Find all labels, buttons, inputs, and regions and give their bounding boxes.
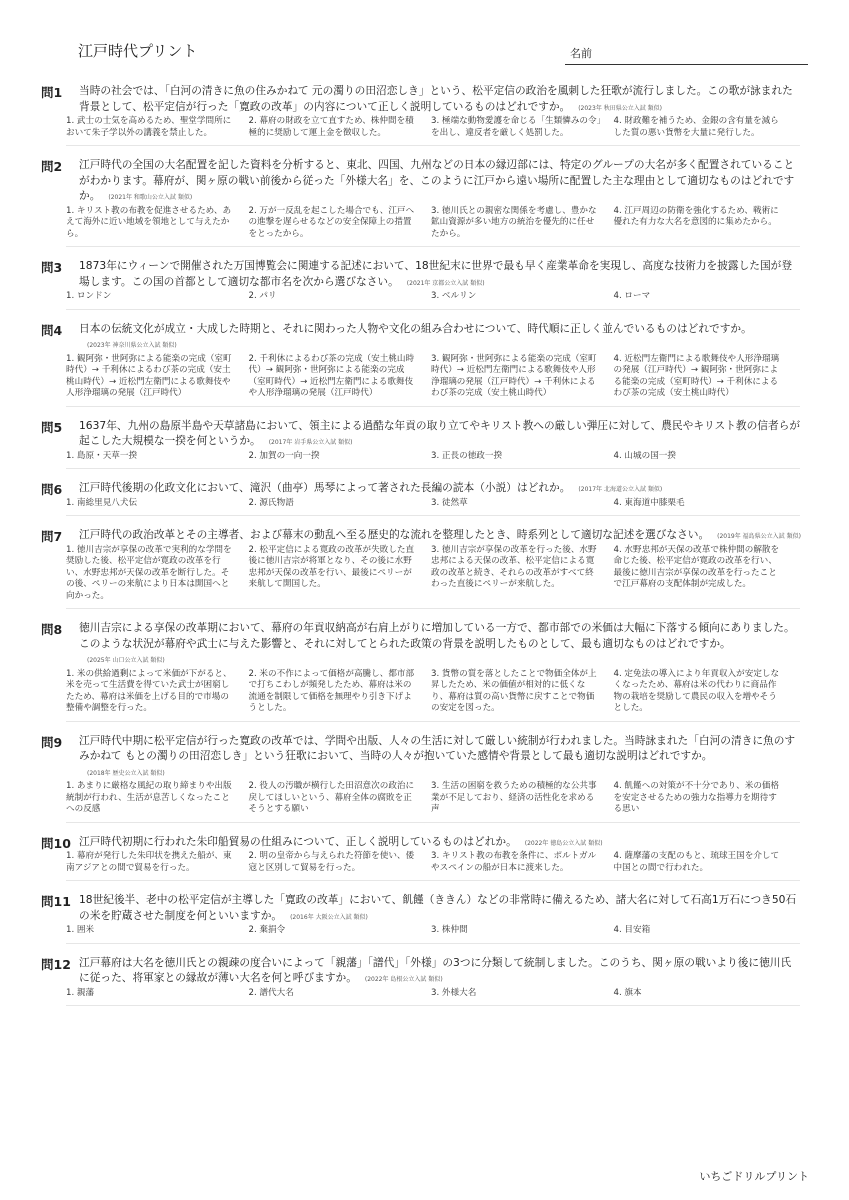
question-block <box>0 522 849 609</box>
answer-choice[interactable]: 3. ベルリン <box>431 291 477 301</box>
answer-choice[interactable]: 2. 棄捐令 <box>248 925 286 935</box>
question-text <box>79 728 801 782</box>
question-divider <box>66 145 800 146</box>
question-body: 江戸時代後期の化政文化において、滝沢（曲亭）馬琴によって著された長編の読本（小説）はどれか。 <box>79 481 571 494</box>
answer-choice[interactable]: 3. 観阿弥・世阿弥による能楽の完成（室町時代）→ 近松門左衛門による歌舞伎や人形浄瑠璃の発展（江戸時代）→ 千利休によるわび茶の完成（安土桃山時代） <box>431 353 597 398</box>
answer-choice[interactable]: 2. 松平定信による寛政の改革が失敗した直後に徳川吉宗が将軍となり、その後に水野忠邦が天保の改革を行い、最後にペリーが来航して開国した。 <box>248 544 415 589</box>
answer-choice[interactable]: 2. 役人の汚職が横行した田沼意次の政治に戻してほしいという、幕府全体の腐敗を正そうとする願い <box>248 781 415 814</box>
question-source: (2021年 和歌山公立入試 類似) <box>108 194 193 201</box>
question-block <box>0 413 849 470</box>
question-divider <box>66 880 800 881</box>
choice-row <box>66 988 796 1000</box>
answer-choice[interactable]: 1. 囲米 <box>66 925 95 935</box>
question-text <box>79 413 801 451</box>
answer-choice[interactable]: 4. 江戸周辺の防衛を強化するため、戦術に優れた有力な大名を意図的に集めたから。 <box>613 205 779 227</box>
question-block <box>0 475 849 516</box>
answer-choice[interactable]: 3. 貨幣の質を落としたことで物価全体が上昇したため、米の価値が相対的に低くなり、幕府は質の高い貨幣に戻すことで物価の安定を図った。 <box>431 668 597 713</box>
question-divider <box>66 309 800 310</box>
question-divider <box>66 406 800 407</box>
answer-choice[interactable]: 4. 定免法の導入により年貢収入が安定しなくなったため、幕府は米の代わりに商品作物の栽培を奨励して農民の収入を増やそうとした。 <box>613 668 780 713</box>
question-source: (2023年 秋田県公立入試 類似) <box>578 104 662 112</box>
answer-choice[interactable]: 3. 徒然草 <box>431 497 468 508</box>
question-text <box>79 152 801 206</box>
answer-choice[interactable]: 4. 水野忠邦が天保の改革で株仲間の解散を命じた後、松平定信が寛政の改革を行い、最後に徳川吉宗が享保の改革を行ったことで江戸幕府の支配体制が完成した。 <box>613 544 780 589</box>
answer-choice[interactable]: 1. キリスト教の布教を促進させるため、あえて海外に近い地域を領地として与えたから。 <box>66 205 232 239</box>
question-body: 江戸時代中期に松平定信が行った寛政の改革では、学問や出版、人々の生活に対して厳しい統制が行われました。当時詠まれた「白河の清きに魚のすみかねて もとの濁りの田沼恋しき」という狂歌において、当時の人々が抱いていた感情や背景として最も適切な説明はどれですか。 <box>79 733 796 762</box>
question-number: 問12 <box>41 956 71 972</box>
question-block <box>0 316 849 407</box>
answer-choice[interactable]: 2. パリ <box>248 291 277 301</box>
answer-choice[interactable]: 3. 正長の徳政一揆 <box>431 450 503 461</box>
answer-choice[interactable]: 4. ローマ <box>613 291 651 301</box>
choice-row <box>66 206 796 241</box>
footer-brand: いちごドリルプリント <box>699 1170 809 1183</box>
question-body: 江戸時代の政治改革とその主導者、および幕末の動乱へ至る歴史的な流れを整理したとき、時系列として適切な記述を選びなさい。 <box>79 528 710 541</box>
answer-choice[interactable]: 2. 加賀の一向一揆 <box>248 450 320 461</box>
question-divider <box>66 822 800 823</box>
answer-choice[interactable]: 1. 徳川吉宗が享保の改革で実利的な学問を奨励した後、松平定信が寛政の改革を行い、水野忠邦が天保の改革を断行した。その後、ペリーの来航により日本は開国へと向かった。 <box>66 544 232 601</box>
question-source: (2017年 北海道公立入試 類似) <box>578 486 663 493</box>
question-text <box>79 950 801 988</box>
question-divider <box>66 468 800 469</box>
question-block <box>0 615 849 722</box>
question-number: 問8 <box>41 622 63 637</box>
question-body: 江戸時代の全国の大名配置を記した資料を分析すると、東北、四国、九州などの日本の縁辺部には、特定のグループの大名が多く配置されていることがわかります。幕府が、関ヶ原の戦い前後から従った「外様大名」を、このように江戸から遠い場所に配置した主な理由として適切なものはどれですか。 <box>79 158 795 202</box>
question-divider <box>66 721 800 722</box>
answer-choice[interactable]: 4. 近松門左衛門による歌舞伎や人形浄瑠璃の発展（江戸時代）→ 観阿弥・世阿弥による能楽の完成（室町時代）→ 千利休によるわび茶の完成（安土桃山時代） <box>613 353 780 398</box>
question-source: (2022年 徳島公立入試 類似) <box>524 839 603 847</box>
answer-choice[interactable]: 4. 旗本 <box>613 987 642 998</box>
answer-choice[interactable]: 2. 米の不作によって価格が高騰し、都市部で打ちこわしが頻発したため、幕府は米の流通を制限して価格を無理やり引き下げようとした。 <box>248 668 415 713</box>
page-title: 江戸時代プリント <box>78 42 198 60</box>
choice-row <box>66 116 796 139</box>
question-body: 江戸幕府は大名を徳川氏との親疎の度合いによって「親藩」「譜代」「外様」の3つに分類して統制しました。このうち、関ヶ原の戦いより後に徳川氏に従った、将軍家との縁故が薄い大名を何と呼びますか。 <box>79 955 792 984</box>
choice-row <box>66 498 796 510</box>
choice-row <box>66 925 796 937</box>
choice-row <box>66 781 796 816</box>
question-text <box>79 475 801 498</box>
question-body: 1873年にウィーンで開催された万国博覧会に関連する記述において、18世紀末に世界で最も早く産業革命を実現し、高度な技術力を披露した国が登場します。この国の首都として適切な都市名を次から選びなさい。 <box>79 259 793 288</box>
answer-choice[interactable]: 2. 明の皇帝から与えられた符節を使い、倭寇と区別して貿易を行った。 <box>248 851 415 873</box>
answer-choice[interactable]: 2. 源氏物語 <box>248 497 294 508</box>
question-body: 18世紀後半、老中の松平定信が主導した「寛政の改革」において、飢饉（ききん）などの非常時に備えるため、諸大名に対して石高1万石につき50石の米を貯蔵させた制度を何といいますか。 <box>79 893 797 922</box>
question-source: (2025年 山口公立入試 類似) <box>87 657 165 664</box>
question-block <box>0 829 849 882</box>
question-number: 問5 <box>41 419 63 435</box>
answer-choice[interactable]: 3. 極端な動物愛護を命じる「生類憐みの令」を出し、違反者を厳しく処罰した。 <box>431 116 601 138</box>
question-body: 江戸時代初期に行われた朱印船貿易の仕組みについて、正しく説明しているものはどれか。 <box>79 834 517 848</box>
answer-choice[interactable]: 1. 親藩 <box>66 987 95 998</box>
question-block <box>0 78 849 146</box>
question-number: 問10 <box>41 835 71 851</box>
choice-row <box>66 851 796 874</box>
question-source: (2023年 神奈川県公立入試 類似) <box>87 342 177 349</box>
answer-choice[interactable]: 1. 南総里見八犬伝 <box>66 497 138 508</box>
question-block <box>0 950 849 1007</box>
question-text <box>79 887 801 925</box>
answer-choice[interactable]: 3. キリスト教の布教を条件に、ポルトガルやスペインの船が日本に渡来した。 <box>431 851 597 873</box>
question-divider <box>66 608 800 609</box>
answer-choice[interactable]: 3. 徳川吉宗が享保の改革を行った後、水野忠邦による天保の改革、松平定信による寛政の改革と続き、それらの改革がすべて終わった直後にペリーが来航した。 <box>431 544 597 589</box>
question-text <box>79 316 801 354</box>
answer-choice[interactable]: 1. あまりに厳格な風紀の取り締まりや出版統制が行われ、生活が息苦しくなったことへの反感 <box>66 781 232 814</box>
question-source: (2019年 福島県公立入試 類似) <box>717 533 801 540</box>
question-text <box>79 522 801 545</box>
question-body: 1637年、九州の島原半島や天草諸島において、領主による過酷な年貢の取り立てやキリスト教への厳しい弾圧に対して、農民やキリスト教の信者らが起こした大規模な一揆を何というか。 <box>79 418 801 447</box>
choice-row <box>66 545 796 603</box>
question-text <box>79 253 801 291</box>
answer-choice[interactable]: 4. 薩摩藩の支配のもと、琉球王国を介して中国との間で行われた。 <box>613 851 780 873</box>
answer-choice[interactable]: 4. 東海道中膝栗毛 <box>613 497 685 508</box>
answer-choice[interactable]: 4. 飢饉への対策が不十分であり、米の価格を安定させるための強力な指導力を期待する思い <box>613 781 780 814</box>
question-number: 問9 <box>41 734 63 750</box>
name-label: 名前 <box>570 47 592 60</box>
answer-choice[interactable]: 4. 財政難を補うため、金銀の含有量を減らした質の悪い貨幣を大量に発行した。 <box>613 116 779 138</box>
answer-choice[interactable]: 1. 幕府が発行した朱印状を携えた船が、東南アジアとの間で貿易を行った。 <box>66 851 232 873</box>
question-source: (2016年 大阪公立入試 類似) <box>290 913 368 921</box>
question-text <box>79 615 801 669</box>
question-source: (2017年 岩手県公立入試 類似) <box>268 439 353 446</box>
choice-row <box>66 669 796 715</box>
answer-choice[interactable]: 1. 米の供給過剰によって米価が下がると、米を売って生活費を得ていた武士が困窮したため、幕府は米価を上げる目的で市場の整備や調整を行った。 <box>66 668 232 713</box>
choice-row <box>66 354 796 400</box>
question-block <box>0 253 849 310</box>
answer-choice[interactable]: 3. 徳川氏との親密な関係を考慮し、豊かな鉱山資源が多い地方の統治を優先的に任せたから。 <box>431 205 597 239</box>
answer-choice[interactable]: 3. 株仲間 <box>431 925 468 935</box>
question-text <box>79 78 801 116</box>
question-divider <box>66 1005 800 1006</box>
question-divider <box>66 246 800 247</box>
answer-choice[interactable]: 1. 武士の士気を高めるため、聖堂学問所において朱子学以外の講義を禁止した。 <box>66 116 232 138</box>
answer-choice[interactable]: 3. 外様大名 <box>431 987 477 998</box>
question-number: 問6 <box>41 482 63 497</box>
answer-choice[interactable]: 4. 目安箱 <box>613 925 651 935</box>
question-text <box>79 829 801 852</box>
question-divider <box>66 515 800 516</box>
choice-row <box>66 451 796 463</box>
answer-choice[interactable]: 1. ロンドン <box>66 291 112 301</box>
answer-choice[interactable]: 3. 生活の困窮を救うための積極的な公共事業が不足しており、経済の活性化を求める声 <box>431 781 597 814</box>
name-field-line[interactable] <box>565 64 808 65</box>
answer-choice[interactable]: 1. 観阿弥・世阿弥による能楽の完成（室町時代）→ 千利休によるわび茶の完成（安土桃山時代）→ 近松門左衛門による歌舞伎や人形浄瑠璃の発展（江戸時代） <box>66 353 232 398</box>
question-body: 当時の社会では、「白河の清きに魚の住みかねて 元の濁りの田沼恋しき」という、松平定信の政治を風刺した狂歌が流行しました。この歌が詠まれた背景として、松平定信が行った「寛政の改革」の内容について正しく説明しているものはどれですか。 <box>79 84 793 113</box>
question-block <box>0 152 849 247</box>
question-number: 問1 <box>41 85 63 100</box>
question-list <box>0 78 849 1006</box>
answer-choice[interactable]: 2. 千利休によるわび茶の完成（安土桃山時代）→ 観阿弥・世阿弥による能楽の完成（室町時代）→ 近松門左衛門による歌舞伎や人形浄瑠璃の発展（江戸時代） <box>248 353 415 398</box>
question-body: 日本の伝統文化が成立・大成した時期と、それに関わった人物や文化の組み合わせについて、時代順に正しく並んでいるものはどれですか。 <box>79 321 752 335</box>
answer-choice[interactable]: 1. 島原・天草一揆 <box>66 450 138 461</box>
answer-choice[interactable]: 2. 譜代大名 <box>248 987 294 998</box>
question-block <box>0 728 849 823</box>
question-number: 問3 <box>41 260 63 275</box>
question-body: 徳川吉宗による享保の改革期において、幕府の年貢収納高が右肩上がりに増加している一方で、都市部での米価は大幅に下落する傾向にありました。このような状況が幕府や武士に与えた影響と、それに対してとられた政策の背景を説明したものとして、最も適切なものはどれですか。 <box>79 621 795 650</box>
question-source: (2022年 島根公立入試 類似) <box>364 976 443 983</box>
answer-choice[interactable]: 2. 万が一反乱を起こした場合でも、江戸への進撃を遅らせるなどの安全保障上の措置をとったから。 <box>248 205 415 239</box>
answer-choice[interactable]: 2. 幕府の財政を立て直すため、株仲間を積極的に奨励して運上金を徴収した。 <box>248 116 414 138</box>
question-divider <box>66 943 800 944</box>
question-number: 問11 <box>41 894 71 909</box>
answer-choice[interactable]: 4. 山城の国一揆 <box>613 450 676 461</box>
question-block <box>0 887 849 944</box>
question-number: 問7 <box>41 529 63 544</box>
choice-row <box>66 291 796 303</box>
question-number: 問4 <box>41 322 63 338</box>
question-source: (2018年 歴史公立入試 類似) <box>87 769 165 777</box>
question-source: (2021年 京都公立入試 類似) <box>406 279 485 287</box>
question-number: 問2 <box>41 159 63 174</box>
